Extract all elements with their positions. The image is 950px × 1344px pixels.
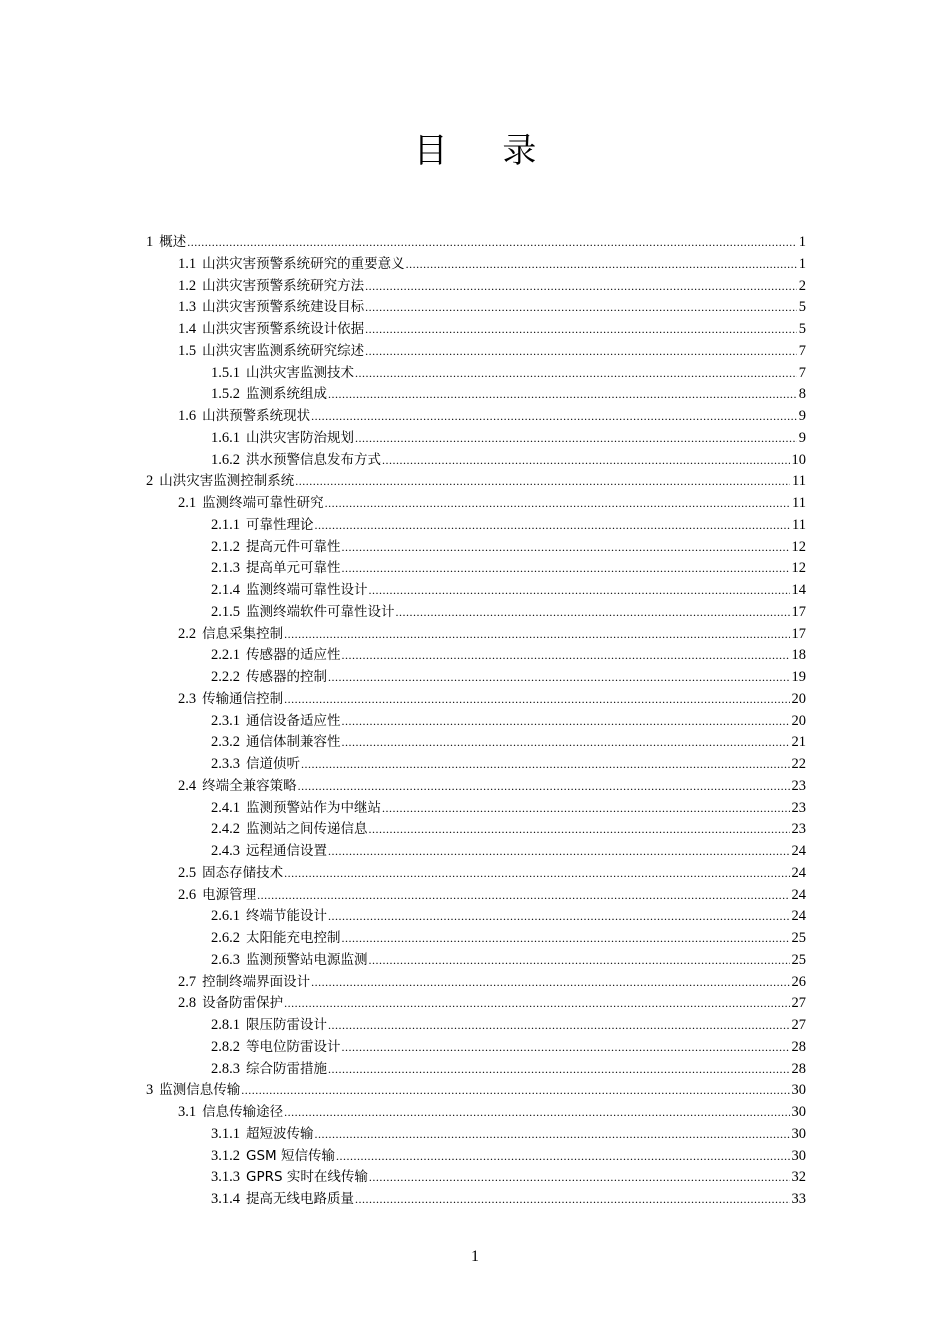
- toc-leader-dots: [342, 558, 790, 580]
- toc-entry-label: 监测预警站作为中继站: [246, 799, 381, 816]
- toc-entry[interactable]: [211, 732, 806, 754]
- toc-leader-dots: [315, 1124, 790, 1146]
- toc-entry-label: 限压防雷设计: [246, 1017, 327, 1033]
- toc-entry-page: 14: [791, 582, 806, 598]
- toc-entry-number: 2.3.2: [211, 734, 240, 751]
- toc-entry-number: 2.8.3: [211, 1060, 240, 1077]
- toc-entry-label: 超短波传输: [246, 1125, 314, 1142]
- toc-leader-dots: [187, 232, 797, 254]
- toc-entry-number: 2.4: [178, 777, 197, 794]
- toc-leader-dots: [284, 1102, 789, 1124]
- toc-leader-dots: [342, 711, 790, 733]
- toc-leader-dots: [325, 493, 790, 515]
- toc-entry-page: 25: [791, 951, 806, 968]
- toc-entry-number: 2.1.3: [211, 560, 240, 577]
- toc-entry[interactable]: [211, 1059, 806, 1081]
- toc-entry[interactable]: [211, 363, 806, 385]
- toc-leader-dots: [355, 428, 797, 450]
- toc-entry-number: 2.1.1: [211, 516, 240, 533]
- toc-entry[interactable]: [178, 624, 806, 646]
- toc-leader-dots: [298, 776, 790, 798]
- toc-entry-page: 23: [791, 821, 806, 838]
- toc-entry[interactable]: [178, 993, 806, 1015]
- toc-entry[interactable]: [211, 645, 806, 667]
- toc-entry-label: 提高元件可靠性: [246, 538, 341, 555]
- toc-entry[interactable]: [178, 341, 806, 363]
- toc-entry[interactable]: [178, 493, 806, 515]
- toc-entry-page: 24: [791, 864, 806, 881]
- toc-entry-number: 1.1: [178, 255, 197, 272]
- toc-entry-page: 12: [791, 538, 806, 555]
- toc-entry-number: 1: [146, 234, 154, 250]
- toc-leader-dots: [257, 885, 789, 907]
- toc-entry-label: 通信设备适应性: [246, 712, 341, 729]
- toc-entry[interactable]: [178, 319, 806, 341]
- toc-leader-dots: [369, 1167, 790, 1189]
- toc-entry[interactable]: [146, 1080, 806, 1102]
- toc-entry-number: 2.3.1: [211, 712, 240, 729]
- toc-entry[interactable]: [211, 667, 806, 689]
- toc-entry-label: 山洪灾害预警系统研究方法: [202, 277, 365, 294]
- toc-entry[interactable]: [211, 711, 806, 733]
- toc-leader-dots: [336, 1146, 790, 1168]
- toc-leader-dots: [369, 580, 790, 602]
- toc-entry-page: 30: [791, 1147, 806, 1164]
- toc-entry[interactable]: [211, 928, 806, 950]
- toc-entry-number: 1.5.2: [211, 386, 240, 403]
- toc-entry-page: 24: [791, 886, 806, 903]
- toc-entry-page: 12: [791, 560, 806, 577]
- toc-entry-label: 山洪灾害监测技术: [246, 364, 354, 381]
- toc-entry-page: 27: [791, 995, 806, 1012]
- toc-entry-label: 监测预警站电源监测: [246, 951, 368, 968]
- toc-entry[interactable]: [211, 1037, 806, 1059]
- toc-entry-page: 18: [791, 647, 806, 664]
- toc-entry[interactable]: [178, 863, 806, 885]
- toc-leader-dots: [311, 406, 797, 428]
- toc-entry-page: 28: [791, 1038, 806, 1055]
- toc-entry-page: 5: [798, 299, 806, 316]
- toc-entry-number: 2.6.3: [211, 951, 240, 968]
- toc-entry-number: 2.6: [178, 886, 197, 903]
- toc-entry[interactable]: [211, 602, 806, 624]
- toc-entry-page: 27: [791, 1017, 806, 1033]
- toc-entry-label: 设备防雷保护: [202, 995, 284, 1012]
- toc-leader-dots: [315, 515, 791, 537]
- toc-leader-dots: [284, 863, 789, 885]
- toc-entry-label: 太阳能充电控制: [246, 930, 341, 946]
- toc-entry-label: 通信体制兼容性: [246, 734, 341, 751]
- toc-entry-number: 3.1: [178, 1104, 197, 1120]
- toc-entry-label: 终端全兼容策略: [202, 777, 297, 794]
- toc-entry-label: 传感器的控制: [246, 669, 327, 685]
- toc-leader-dots: [342, 537, 790, 559]
- toc-entry-number: 2.1: [178, 495, 197, 511]
- toc-leader-dots: [382, 450, 790, 472]
- toc-entry-number: 2.3: [178, 690, 197, 707]
- toc-entry-page: 26: [791, 973, 806, 990]
- toc-leader-dots: [328, 667, 790, 689]
- toc-entry-number: 3.1.2: [211, 1147, 240, 1164]
- toc-entry-label: 远程通信设置: [246, 843, 327, 859]
- toc-entry-page: 25: [791, 930, 806, 946]
- toc-entry[interactable]: [146, 232, 806, 254]
- toc-entry-number: 2.4.3: [211, 843, 240, 859]
- toc-entry[interactable]: [178, 972, 806, 994]
- toc-leader-dots: [365, 319, 797, 341]
- toc-entry[interactable]: [211, 558, 806, 580]
- toc-leader-dots: [328, 384, 797, 406]
- toc-entry-number: 1.4: [178, 321, 197, 337]
- toc-entry-label: 监测系统组成: [246, 386, 327, 403]
- toc-entry[interactable]: [211, 580, 806, 602]
- toc-entry[interactable]: [211, 515, 806, 537]
- toc-entry[interactable]: [211, 1189, 806, 1211]
- toc-entry-page: 22: [791, 756, 806, 772]
- toc-entry-page: 23: [791, 799, 806, 816]
- toc-leader-dots: [328, 1015, 790, 1037]
- toc-entry[interactable]: [211, 1124, 806, 1146]
- toc-leader-dots: [342, 732, 790, 754]
- toc-entry-label: 终端节能设计: [246, 908, 327, 925]
- toc-entry-page: 28: [791, 1060, 806, 1077]
- toc-entry-label: 控制终端界面设计: [202, 973, 311, 990]
- toc-leader-dots: [365, 297, 797, 319]
- toc-entry[interactable]: [211, 754, 806, 776]
- toc-entry-number: 2.5: [178, 864, 197, 881]
- toc-leader-dots: [284, 689, 789, 711]
- toc-entry-number: 2.8.1: [211, 1017, 240, 1033]
- toc-entry-label: 山洪灾害监测控制系统: [159, 473, 295, 490]
- toc-entry-page: 2: [798, 277, 806, 294]
- toc-entry-number: 1.2: [178, 277, 197, 294]
- toc-entry[interactable]: [211, 950, 806, 972]
- toc-entry-number: 2.6.1: [211, 908, 240, 925]
- toc-entry-number: 2.6.2: [211, 930, 240, 946]
- toc-entry-page: 7: [798, 364, 806, 381]
- toc-entry[interactable]: [211, 798, 806, 820]
- toc-entry-page: 24: [791, 908, 806, 925]
- toc-entry[interactable]: [211, 1146, 806, 1168]
- toc-entry-page: 30: [791, 1125, 806, 1142]
- toc-entry[interactable]: [211, 1167, 806, 1189]
- toc-entry[interactable]: [178, 406, 806, 428]
- page-title: 目 录: [413, 131, 559, 171]
- toc-leader-dots: [342, 928, 790, 950]
- toc-entry-page: 10: [791, 451, 806, 468]
- toc-entry-page: 23: [791, 777, 806, 794]
- toc-entry-label: 信息采集控制: [202, 625, 284, 642]
- toc-entry-page: 11: [792, 473, 806, 490]
- toc-entry-page: 33: [791, 1191, 806, 1207]
- toc-entry-label: 山洪灾害预警系统建设目标: [202, 299, 365, 316]
- toc-entry[interactable]: [211, 841, 806, 863]
- toc-entry-number: 1.5.1: [211, 364, 240, 381]
- toc-entry-number: 1.6.2: [211, 451, 240, 468]
- toc-entry[interactable]: [211, 450, 806, 472]
- toc-entry-label: 电源管理: [202, 886, 257, 903]
- toc-entry-number: 2.7: [178, 973, 197, 990]
- toc-entry-number: 2.2: [178, 625, 197, 642]
- toc-entry-label: 概述: [159, 234, 187, 250]
- toc-entry-label: 信道侦听: [246, 756, 300, 772]
- toc-leader-dots: [328, 1059, 790, 1081]
- toc-leader-dots: [301, 754, 790, 776]
- toc-leader-dots: [365, 341, 797, 363]
- toc-entry-number: 3.1.3: [211, 1169, 240, 1186]
- toc-entry-number: 3.1.4: [211, 1191, 240, 1207]
- toc-entry-label: 监测站之间传递信息: [246, 821, 368, 838]
- toc-entry-label: 可靠性理论: [246, 516, 314, 533]
- toc-entry[interactable]: [211, 384, 806, 406]
- toc-leader-dots: [369, 819, 790, 841]
- toc-entry-label: 监测终端可靠性研究: [202, 495, 324, 511]
- toc-entry-page: 1: [798, 234, 806, 250]
- toc-entry-number: 2.1.2: [211, 538, 240, 555]
- toc-entry[interactable]: [178, 776, 806, 798]
- toc-entry-page: 9: [798, 429, 806, 446]
- toc-leader-dots: [342, 1037, 790, 1059]
- toc-leader-dots: [355, 363, 797, 385]
- toc-entry[interactable]: [211, 428, 806, 450]
- toc-entry-label: 监测信息传输: [159, 1082, 241, 1099]
- toc-entry-label: 综合防雷措施: [246, 1060, 327, 1077]
- toc-leader-dots: [382, 798, 790, 820]
- toc-entry-number: 2.8: [178, 995, 197, 1012]
- toc-leader-dots: [241, 1080, 789, 1102]
- toc-entry-label: GSM 短信传输: [246, 1147, 335, 1164]
- toc-entry-page: 20: [791, 690, 806, 707]
- toc-entry-label: 监测终端软件可靠性设计: [246, 603, 395, 620]
- toc-entry-page: 7: [798, 342, 806, 359]
- toc-entry[interactable]: [211, 906, 806, 928]
- toc-entry-number: 2.2.1: [211, 647, 240, 664]
- toc-entry-label: 传感器的适应性: [246, 647, 341, 664]
- toc-leader-dots: [284, 624, 789, 646]
- toc-entry[interactable]: [178, 689, 806, 711]
- toc-entry-number: 2.4.1: [211, 799, 240, 816]
- toc-entry-page: 20: [791, 712, 806, 729]
- toc-entry-number: 2.1.5: [211, 603, 240, 620]
- toc-entry-label: 信息传输途径: [202, 1104, 284, 1120]
- toc-entry-label: 固态存储技术: [202, 864, 284, 881]
- page-number: 1: [471, 1248, 479, 1265]
- toc-entry[interactable]: [211, 819, 806, 841]
- toc-entry-label: 山洪灾害预警系统设计依据: [202, 321, 365, 337]
- toc-entry-number: 2.4.2: [211, 821, 240, 838]
- toc-entry-page: 30: [791, 1082, 806, 1099]
- toc-entry[interactable]: [211, 537, 806, 559]
- toc-entry-label: 山洪灾害监测系统研究综述: [202, 342, 365, 359]
- toc-entry-page: 8: [798, 386, 806, 403]
- toc-entry-page: 32: [791, 1169, 806, 1186]
- toc-leader-dots: [311, 972, 789, 994]
- toc-entry-page: 5: [798, 321, 806, 337]
- toc-entry-label: 等电位防雷设计: [246, 1038, 341, 1055]
- toc-entry-number: 2.3.3: [211, 756, 240, 772]
- toc-entry-number: 1.3: [178, 299, 197, 316]
- toc-leader-dots: [355, 1189, 790, 1211]
- toc-leader-dots: [295, 471, 790, 493]
- toc-leader-dots: [369, 950, 790, 972]
- toc-entry-label: 提高单元可靠性: [246, 560, 341, 577]
- toc-entry-page: 9: [798, 408, 806, 424]
- toc-entry-label: 传输通信控制: [202, 690, 284, 707]
- toc-leader-dots: [284, 993, 789, 1015]
- toc-entry[interactable]: [178, 1102, 806, 1124]
- toc-entry-page: 1: [798, 255, 806, 272]
- toc-entry-label: GPRS 实时在线传输: [246, 1169, 368, 1186]
- toc-entry[interactable]: [211, 1015, 806, 1037]
- toc-entry-label: 洪水预警信息发布方式: [246, 451, 381, 468]
- toc-entry-number: 2.8.2: [211, 1038, 240, 1055]
- toc-entry-page: 21: [791, 734, 806, 751]
- toc-entry-number: 1.6: [178, 408, 197, 424]
- toc-leader-dots: [342, 645, 790, 667]
- toc-leader-dots: [328, 906, 790, 928]
- toc-entry-page: 19: [791, 669, 806, 685]
- toc-entry[interactable]: [178, 885, 806, 907]
- toc-leader-dots: [365, 276, 797, 298]
- toc-entry-number: 2: [146, 473, 154, 490]
- toc-entry-page: 24: [791, 843, 806, 859]
- toc-entry-page: 11: [792, 495, 806, 511]
- toc-entry-number: 2.2.2: [211, 669, 240, 685]
- toc-entry-number: 2.1.4: [211, 582, 240, 598]
- toc-entry[interactable]: [178, 254, 806, 276]
- toc-entry[interactable]: [178, 276, 806, 298]
- toc-entry-page: 17: [791, 603, 806, 620]
- toc-entry-page: 30: [791, 1104, 806, 1120]
- toc-entry-number: 1.6.1: [211, 429, 240, 446]
- toc-entry-number: 1.5: [178, 342, 197, 359]
- toc-entry-number: 3: [146, 1082, 154, 1099]
- toc-entry-label: 山洪灾害防治规划: [246, 429, 354, 446]
- toc-entry-label: 山洪灾害预警系统研究的重要意义: [202, 255, 405, 272]
- toc-leader-dots: [396, 602, 790, 624]
- toc-entry-page: 11: [792, 516, 806, 533]
- toc-entry-number: 3.1.1: [211, 1125, 240, 1142]
- toc-entry-label: 监测终端可靠性设计: [246, 582, 368, 598]
- toc-entry-label: 提高无线电路质量: [246, 1191, 354, 1207]
- toc-leader-dots: [328, 841, 790, 863]
- toc-leader-dots: [406, 254, 797, 276]
- toc-entry[interactable]: [146, 471, 806, 493]
- toc-entry-page: 17: [791, 625, 806, 642]
- toc-entry-label: 山洪预警系统现状: [202, 408, 311, 424]
- toc-entry[interactable]: [178, 297, 806, 319]
